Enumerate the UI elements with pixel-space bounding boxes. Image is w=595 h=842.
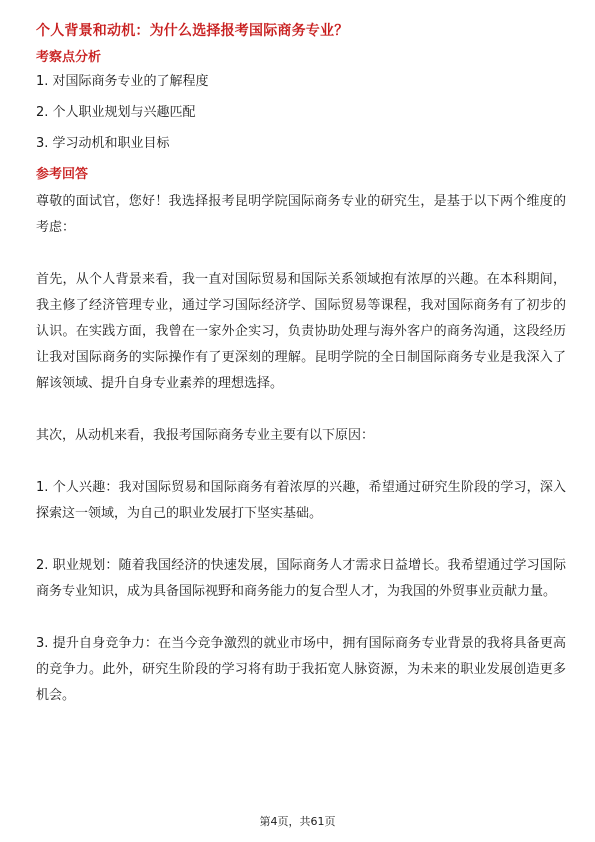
analysis-heading: 考察点分析 bbox=[36, 50, 102, 65]
analysis-point: 1. 对国际商务专业的了解程度 bbox=[36, 74, 209, 89]
answer-paragraph: 2. 职业规划：随着我国经济的快速发展，国际商务人才需求日益增长。我希望通过学习国际商务专业知识，成为具备国际视野和商务能力的复合型人才，为我国的外贸事业贡献力量。 bbox=[36, 558, 566, 599]
page-number-footer: 第4页，共61页 bbox=[259, 815, 336, 828]
answer-heading: 参考回答 bbox=[36, 167, 89, 182]
answer-paragraph: 首先，从个人背景来看，我一直对国际贸易和国际关系领域抱有浓厚的兴趣。在本科期间，我主修了经济管理专业，通过学习国际经济学、国际贸易等课程，我对国际商务有了初步的认识。在实践方面，我曾在一家外企实习，负责协助处理与海外客户的商务沟通，这段经历让我对国际商务的实际操作有了更深刻的理解。昆明学院的全日制国际商务专业是我深入了解该领域、提升自身专业素养的理想选择。 bbox=[36, 272, 566, 391]
answer-paragraph: 3. 提升自身竞争力：在当今竞争激烈的就业市场中，拥有国际商务专业背景的我将具备更高的竞争力。此外，研究生阶段的学习将有助于我拓宽人脉资源，为未来的职业发展创造更多机会。 bbox=[36, 636, 566, 703]
page-content bbox=[36, 20, 566, 735]
analysis-point: 2. 个人职业规划与兴趣匹配 bbox=[36, 105, 196, 120]
question-title: 个人背景和动机：为什么选择报考国际商务专业？ bbox=[36, 23, 349, 39]
analysis-point: 3. 学习动机和职业目标 bbox=[36, 136, 170, 151]
answer-paragraph: 尊敬的面试官，您好！我选择报考昆明学院国际商务专业的研究生，是基于以下两个维度的考虑： bbox=[36, 194, 566, 235]
answer-paragraph: 其次，从动机来看，我报考国际商务专业主要有以下原因： bbox=[36, 428, 375, 443]
answer-paragraph: 1. 个人兴趣：我对国际贸易和国际商务有着浓厚的兴趣，希望通过研究生阶段的学习，深入探索这一领域，为自己的职业发展打下坚实基础。 bbox=[36, 480, 566, 521]
